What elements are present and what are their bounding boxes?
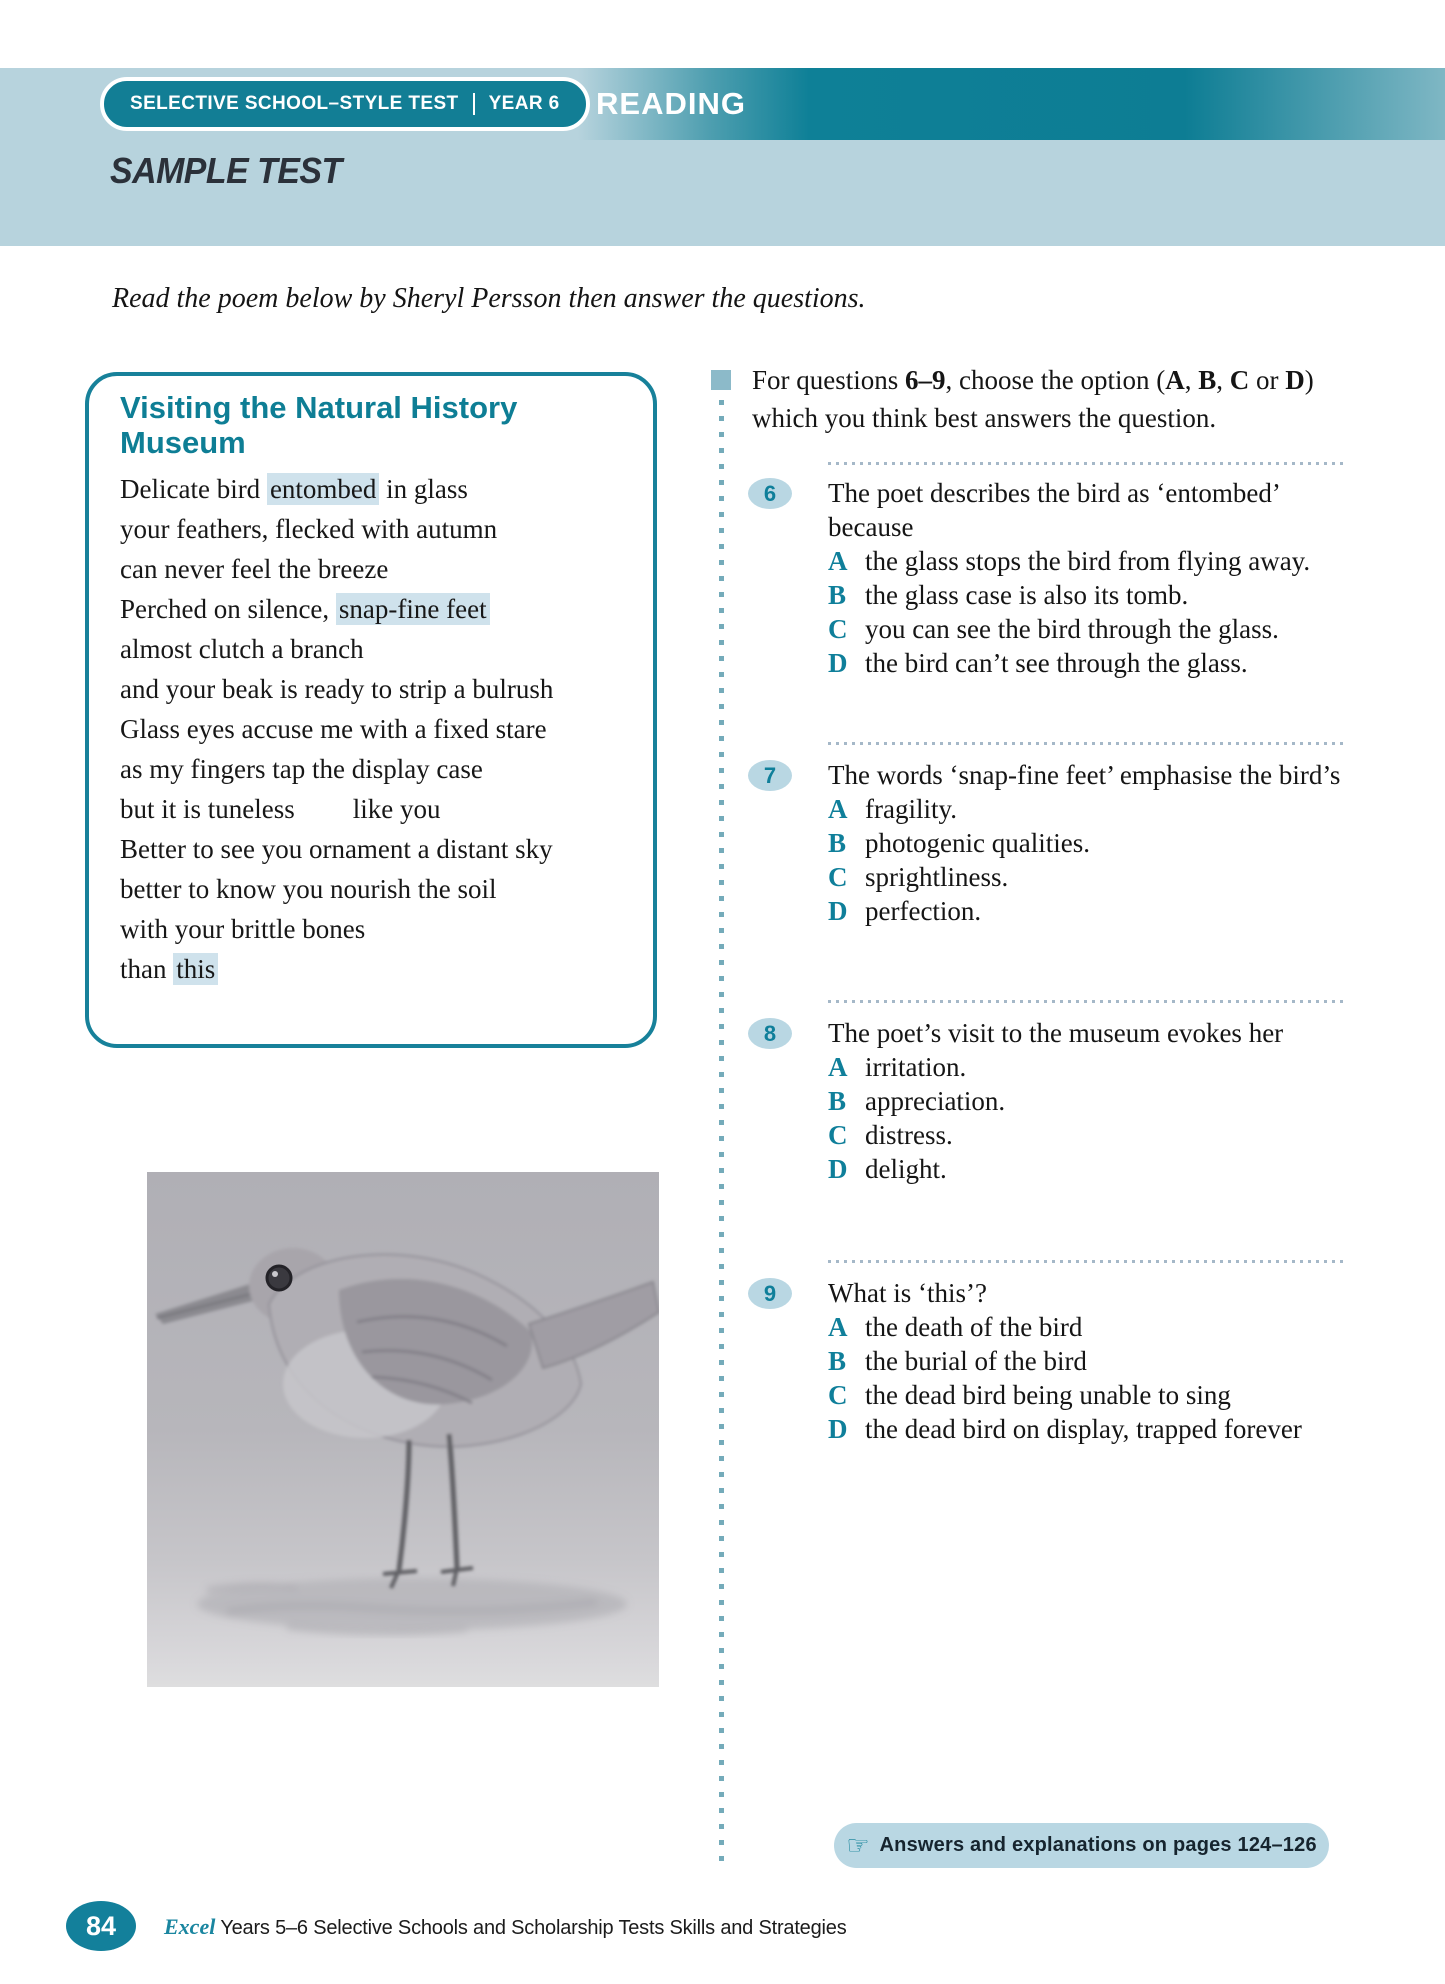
intro-segment: A	[1165, 365, 1185, 395]
poem-text: your feathers, flecked with autumn	[120, 514, 498, 544]
question-block	[748, 1016, 1368, 1186]
question-prompt: The poet’s visit to the museum evokes her	[828, 1018, 1284, 1048]
option-text: fragility.	[865, 794, 957, 824]
question-number: 8	[748, 1018, 792, 1049]
poem-text: better to know you nourish the soil	[120, 874, 497, 904]
intro-segment: B	[1198, 365, 1217, 395]
option-row	[828, 860, 1358, 894]
pointing-hand-icon: ☞	[846, 1830, 870, 1861]
option-row	[828, 1152, 1358, 1186]
question-prompt: What is ‘this’?	[828, 1278, 987, 1308]
poem-text: as my fingers tap the display case	[120, 754, 483, 784]
question-block	[748, 1276, 1368, 1446]
poem-title: Visiting the Natural History Museum	[120, 390, 518, 460]
option-letter: A	[828, 1052, 848, 1082]
option-row	[828, 1412, 1358, 1446]
question-options	[828, 1310, 1358, 1446]
option-row	[828, 1084, 1358, 1118]
badge-divider	[473, 93, 475, 115]
intro-segment: or	[1249, 365, 1286, 395]
poem-text: Better to see you ornament a distant sky	[120, 834, 553, 864]
footer-title-rest: Years 5–6 Selective Schools and Scholarship Tests Skills and Strategies	[215, 1917, 847, 1939]
poem-text: and your beak is ready to strip a bulrush	[120, 674, 554, 704]
poem-line	[120, 509, 635, 549]
question-number: 6	[748, 478, 792, 509]
poem-line	[120, 549, 635, 589]
option-letter: B	[828, 828, 847, 858]
option-text: the dead bird being unable to sing	[865, 1380, 1231, 1410]
intro-segment: For questions	[752, 365, 906, 395]
option-text: the glass stops the bird from flying away.	[865, 546, 1311, 576]
option-row	[828, 792, 1358, 826]
option-row	[828, 1118, 1358, 1152]
option-text: appreciation.	[865, 1086, 1006, 1116]
question-content	[828, 1276, 1358, 1446]
question-options	[828, 1050, 1358, 1186]
footer-book-title	[164, 1914, 847, 1940]
test-type-badge	[100, 77, 590, 131]
option-row	[828, 1050, 1358, 1084]
question-separator	[828, 1260, 1346, 1263]
option-letter: D	[828, 1154, 848, 1184]
intro-segment: ) which you think best answers the question.	[752, 365, 1314, 433]
highlighted-word: entombed	[267, 473, 379, 505]
option-letter: A	[828, 546, 848, 576]
question-number: 9	[748, 1278, 792, 1309]
poem-line	[120, 869, 635, 909]
poem-text: Perched on silence,	[120, 594, 336, 624]
option-letter: D	[828, 896, 848, 926]
option-row	[828, 646, 1358, 680]
option-row	[828, 612, 1358, 646]
section-title: READING	[596, 86, 746, 121]
divider-square-bullet	[711, 370, 731, 390]
option-text: irritation.	[865, 1052, 967, 1082]
bird-sketch-image	[147, 1172, 659, 1687]
year-label: YEAR 6	[488, 93, 560, 114]
intro-segment: , choose the option (	[945, 365, 1166, 395]
answers-note-text: Answers and explanations on pages 124–126	[879, 1834, 1317, 1856]
question-content	[828, 476, 1358, 680]
highlighted-word: snap-fine feet	[336, 593, 490, 625]
poem-text: than	[120, 954, 174, 984]
option-letter: D	[828, 1414, 848, 1444]
page-number-badge: 84	[66, 1901, 136, 1951]
option-letter: B	[828, 580, 847, 610]
option-letter: C	[828, 1120, 848, 1150]
option-row	[828, 826, 1358, 860]
intro-segment: ,	[1184, 365, 1199, 395]
question-prompt: The words ‘snap-fine feet’ emphasise the bird’s	[828, 760, 1341, 790]
option-letter: B	[828, 1086, 847, 1116]
page-heading: SAMPLE TEST	[110, 150, 342, 191]
poem-lines	[120, 469, 635, 989]
test-type-label: SELECTIVE SCHOOL–STYLE TEST	[130, 93, 459, 114]
poem-line	[120, 709, 635, 749]
question-separator	[828, 742, 1346, 745]
option-letter: C	[828, 614, 848, 644]
question-number: 7	[748, 760, 792, 791]
option-text: distress.	[865, 1120, 953, 1150]
question-options	[828, 544, 1358, 680]
option-text: the glass case is also its tomb.	[865, 580, 1189, 610]
option-row	[828, 894, 1358, 928]
bird-illustration	[147, 1172, 659, 1687]
poem-text: with your brittle bones	[120, 914, 366, 944]
highlighted-word: this	[173, 953, 218, 985]
question-prompt: The poet describes the bird as ‘entombed’ because	[828, 478, 1279, 542]
dotted-column-divider	[719, 400, 724, 1862]
question-separator	[828, 1000, 1346, 1003]
poem-line	[120, 829, 635, 869]
poem-text: but it is tuneless	[120, 794, 295, 824]
option-row	[828, 1344, 1358, 1378]
poem-text: Delicate bird	[120, 474, 267, 504]
poem-box	[85, 372, 657, 1048]
question-block	[748, 476, 1368, 680]
poem-line	[120, 469, 635, 509]
option-text: you can see the bird through the glass.	[865, 614, 1279, 644]
option-row	[828, 1378, 1358, 1412]
poem-line	[120, 949, 635, 989]
option-text: the burial of the bird	[865, 1346, 1087, 1376]
poem-line	[120, 789, 635, 829]
poem-text: almost clutch a branch	[120, 634, 364, 664]
poem-text: Glass eyes accuse me with a fixed stare	[120, 714, 547, 744]
option-text: perfection.	[865, 896, 982, 926]
question-separator	[828, 462, 1346, 465]
option-text: photogenic qualities.	[865, 828, 1090, 858]
option-text: the bird can’t see through the glass.	[865, 648, 1248, 678]
option-letter: A	[828, 1312, 848, 1342]
option-row	[828, 578, 1358, 612]
option-row	[828, 1310, 1358, 1344]
option-text: the death of the bird	[865, 1312, 1083, 1342]
option-row	[828, 544, 1358, 578]
poem-text: can never feel the breeze	[120, 554, 389, 584]
intro-segment: D	[1285, 365, 1305, 395]
option-text: sprightliness.	[865, 862, 1009, 892]
question-content	[828, 758, 1358, 928]
questions-intro-text	[752, 361, 1370, 437]
poem-line	[120, 749, 635, 789]
option-text: the dead bird on display, trapped forever	[865, 1414, 1302, 1444]
intro-segment: ,	[1216, 365, 1230, 395]
poem-text: in glass	[379, 474, 468, 504]
question-content	[828, 1016, 1358, 1186]
instruction-text: Read the poem below by Sheryl Persson then answer the questions.	[112, 283, 866, 314]
poem-line	[120, 669, 635, 709]
footer-brand: Excel	[164, 1914, 216, 1939]
option-letter: C	[828, 1380, 848, 1410]
answers-note	[834, 1823, 1329, 1868]
option-text: delight.	[865, 1154, 947, 1184]
poem-line	[120, 589, 635, 629]
intro-segment: 6–9	[905, 365, 946, 395]
question-block	[748, 758, 1368, 928]
option-letter: D	[828, 648, 848, 678]
poem-line	[120, 629, 635, 669]
option-letter: C	[828, 862, 848, 892]
intro-segment: C	[1229, 365, 1250, 395]
option-letter: B	[828, 1346, 847, 1376]
question-options	[828, 792, 1358, 928]
poem-line	[120, 909, 635, 949]
poem-text: like you	[352, 794, 441, 824]
option-letter: A	[828, 794, 848, 824]
